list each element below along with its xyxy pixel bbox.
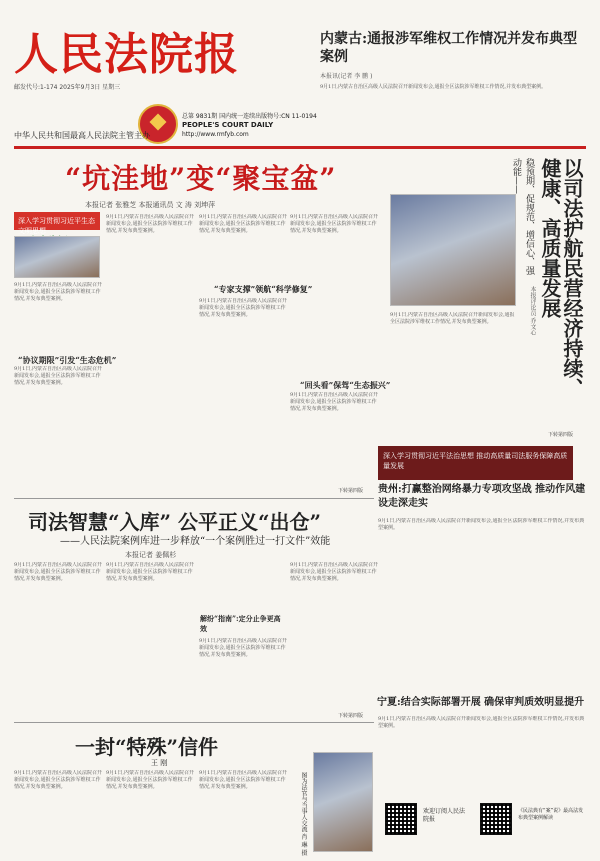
lead-continue-link[interactable]: 下转第四版 (338, 488, 364, 494)
publication-info (182, 112, 317, 139)
side-story-body-1: 9月1日,内蒙古自治区高级人民法院召开新闻发布会,通报全区法院涉军维权工作情况,并发布典型案例。 (378, 518, 585, 531)
middle-body-col-2: 9月1日,内蒙古自治区高级人民法院召开新闻发布会,通报全区法院涉军维权工作情况,并发布典型案例。 (106, 562, 194, 582)
website-link[interactable]: http://www.rmfyb.com (182, 131, 249, 138)
lead-body-col-3b: 9月1日,内蒙古自治区高级人民法院召开新闻发布会,通报全区法院涉军维权工作情况,并发布典型案例。 (199, 298, 287, 318)
middle-story-title[interactable]: 司法智慧“入库” 公平正义“出仓” (28, 510, 321, 534)
feature-story-author: 王 刚 (151, 759, 168, 767)
courtroom-photo (390, 194, 516, 306)
newspaper-logo: 人民法院报 (14, 29, 239, 80)
case-qr-icon[interactable] (480, 803, 512, 835)
lead-subhead-1: “协议期限”引发“生态危机” (18, 355, 117, 365)
editorial-body: 9月1日,内蒙古自治区高级人民法院召开新闻发布会,通报全区法院涉军维权工作情况,并发布典型案例。 (390, 312, 515, 325)
middle-story-subtitle: ——人民法院案例库进一步释放“一个案例胜过一打文件”效能 (60, 536, 331, 547)
middle-subhead-1: 解纷“指南”:定分止争更高效 (200, 614, 281, 633)
subscribe-qr-icon[interactable] (385, 803, 417, 835)
feature-story-title[interactable]: 一封“特殊”信件 (75, 735, 219, 759)
lead-story-byline: 本报记者 张雅芝 本报通讯员 文 涛 刘坤萍 (85, 201, 216, 209)
top-story-summary: 9月1日,内蒙古自治区高级人民法院召开新闻发布会,通报全区法院涉军维权工作情况,并发布典型案例。 (320, 84, 547, 90)
top-story (320, 30, 588, 140)
top-story-title[interactable]: 内蒙古:通报涉军维权工作情况并发布典型案例 (320, 31, 578, 65)
lead-subhead-2: “专家支撑”领航“科学修复” (214, 284, 313, 294)
editorial-banner: 深入学习贯彻习近平法治思想 推动高质量司法服务保障高质量发展 (378, 446, 573, 480)
side-story-body-2: 9月1日,内蒙古自治区高级人民法院召开新闻发布会,通报全区法院涉军维权工作情况,并发布典型案例。 (378, 716, 585, 729)
middle-story-byline: 本报记者 姜佩杉 (125, 551, 177, 559)
publication-total: 总第 9831期 国内统一连续出版物号:CN 11-0194 (182, 113, 317, 120)
lead-body-col-4: 9月1日,内蒙古自治区高级人民法院召开新闻发布会,通报全区法院涉军维权工作情况,并发布典型案例。 (290, 214, 378, 234)
editorial-title[interactable]: 以司法护航民营经济持续、健康、高质量发展 (538, 158, 584, 398)
case-qr-label: 《民法典有“案”说》最高法发布典型案例解读 (518, 808, 584, 821)
column-tag: 深入学习贯彻习近平生态文明思想 (14, 212, 100, 230)
middle-body-col-4: 9月1日,内蒙古自治区高级人民法院召开新闻发布会,通报全区法院涉军维权工作情况,并发布典型案例。 (290, 562, 378, 582)
english-title: PEOPLE'S COURT DAILY (182, 121, 274, 129)
feature-body-col-2: 9月1日,内蒙古自治区高级人民法院召开新闻发布会,通报全区法院涉军维权工作情况,并发布典型案例。 (106, 770, 194, 790)
landscape-photo (14, 236, 100, 278)
editorial-author: 本报评论员 乔文心 (529, 286, 536, 336)
section-divider (14, 498, 374, 499)
lead-body-col-1: 9月1日,内蒙古自治区高级人民法院召开新闻发布会,通报全区法院涉军维权工作情况,并发布典型案例。 (14, 282, 102, 302)
side-story-title-2[interactable]: 宁夏:结合实际部署开展 确保审判质效明显提升 (377, 697, 585, 708)
lead-subhead-3: “回头看”保驾“生态振兴” (300, 380, 391, 390)
lead-body-col-2: 9月1日,内蒙古自治区高级人民法院召开新闻发布会,通报全区法院涉军维权工作情况,并发布典型案例。 (106, 214, 194, 234)
side-story-title-1[interactable]: 贵州:打赢整治网络暴力专项攻坚战 推动作风建设走深走实 (378, 484, 586, 509)
lead-body-col-3: 9月1日,内蒙古自治区高级人民法院召开新闻发布会,通报全区法院涉军维权工作情况,并发布典型案例。 (199, 214, 287, 234)
editorial-continue-link[interactable]: 下转第四版 (548, 432, 574, 438)
photo-caption: 图为法官与当事人交流 肖 琳 摄 (300, 772, 307, 856)
lead-story-title[interactable]: “坑洼地”变“聚宝盆” (65, 162, 337, 195)
middle-body-col-3: 9月1日,内蒙古自治区高级人民法院召开新闻发布会,通报全区法院涉军维权工作情况,并发布典型案例。 (199, 638, 287, 658)
lead-body-col-1b: 9月1日,内蒙古自治区高级人民法院召开新闻发布会,通报全区法院涉军维权工作情况,并发布典型案例。 (14, 366, 102, 386)
sponsor-line: 中华人民共和国最高人民法院主管主办 (14, 131, 150, 140)
editorial-label: 稳预期、促规范、增信心、强动能—— (511, 158, 534, 275)
meeting-photo (313, 752, 373, 852)
middle-body-col-1: 9月1日,内蒙古自治区高级人民法院召开新闻发布会,通报全区法院涉军维权工作情况,并发布典型案例。 (14, 562, 102, 582)
masthead-divider (14, 146, 586, 149)
feature-body-col-3: 9月1日,内蒙古自治区高级人民法院召开新闻发布会,通报全区法院涉军维权工作情况,并发布典型案例。 (199, 770, 287, 790)
top-story-byline: 本报讯(记者 李 鹏 ) (320, 73, 373, 80)
issue-meta: 邮发代号:1-174 2025年9月3日 星期三 (14, 84, 121, 91)
feature-body-col-1: 9月1日,内蒙古自治区高级人民法院召开新闻发布会,通报全区法院涉军维权工作情况,并发布典型案例。 (14, 770, 102, 790)
middle-continue-link[interactable]: 下转第四版 (338, 713, 364, 719)
section-divider-2 (14, 722, 374, 723)
subscribe-qr-label: 欢迎订阅人民法院报 (423, 808, 466, 823)
lead-body-col-4b: 9月1日,内蒙古自治区高级人民法院召开新闻发布会,通报全区法院涉军维权工作情况,并发布典型案例。 (290, 392, 378, 412)
